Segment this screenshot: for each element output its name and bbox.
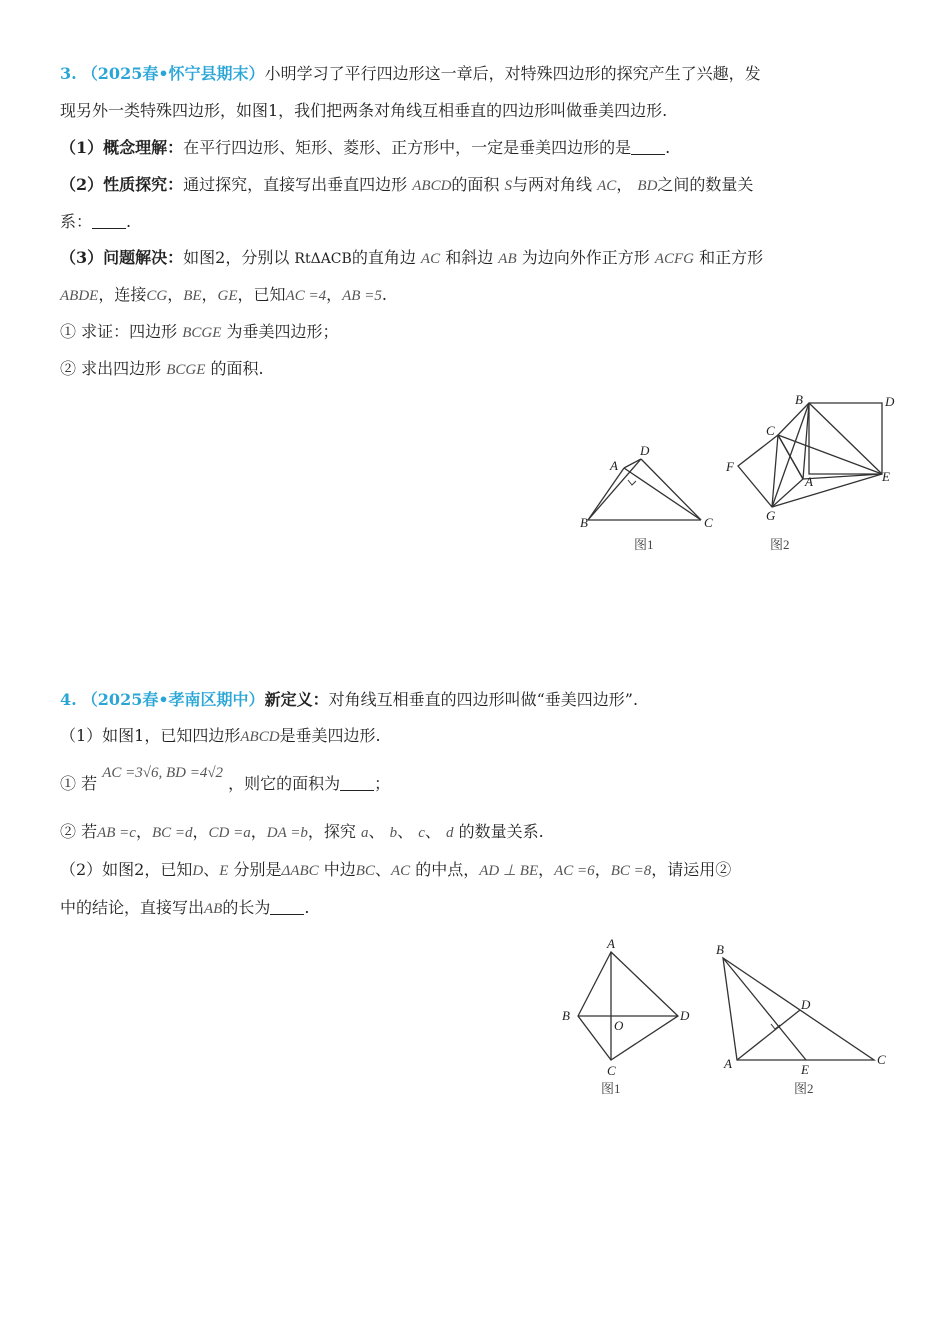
q4-sub2-text-b: ，探究 [307, 822, 356, 841]
fig-right-angle-mark [628, 480, 636, 485]
math-bc-8: BC =8 [610, 863, 652, 879]
fig-diagonal-ac [624, 468, 701, 520]
q3-part2-answer-blank[interactable] [92, 212, 126, 229]
q4-part2-text-d: 的中点， [415, 860, 480, 879]
fig-caption: 图1 [634, 537, 654, 552]
math-ac: AC [597, 178, 617, 194]
q3-part2-text-a: 通过探究，直接写出垂直四边形 [183, 175, 408, 194]
q3-part3-line2 [60, 283, 387, 308]
math-s: S [504, 178, 513, 194]
q3-part1-answer-blank[interactable] [631, 138, 665, 155]
math-e: E [219, 863, 229, 879]
q3-part2 [60, 173, 753, 198]
math-bcge: BCGE [166, 362, 206, 378]
q3-part3-text-b: 的直角边 [351, 248, 416, 267]
q4-part2-line2-text-b: 的长为 [222, 898, 271, 917]
q3-sub1-text-a: ① 求证：四边形 [60, 322, 178, 341]
math-d: D [192, 863, 204, 879]
q4-sub1-end: ； [374, 774, 391, 793]
fig-label-a: A [724, 1056, 732, 1071]
q3-part2-text-c: 与两对角线 [512, 175, 593, 194]
fig-right-angle-mark [771, 1024, 780, 1029]
fig-caption: 图2 [770, 537, 790, 552]
fig-label-e: E [801, 1062, 809, 1077]
q4-part2-text-b: 分别是 [233, 860, 282, 879]
sep: ， [616, 175, 633, 194]
sep: ， [250, 822, 267, 841]
math-ge: GE [217, 288, 238, 304]
q4-line-1 [60, 688, 638, 712]
q4-part2-line2 [60, 896, 309, 921]
fig-segment-ge [772, 474, 882, 507]
math-abde: ABDE [60, 288, 99, 304]
q4-part2-text-c: 中边 [323, 860, 356, 879]
q4-def-text: 对角线互相垂直的四边形叫做“垂美四边形”. [328, 690, 639, 709]
sep: ， [326, 285, 343, 304]
q3-part2-label: （2）性质探究： [60, 175, 184, 194]
math-rt-acb: RtΔACB [294, 251, 352, 267]
q3-figure-1 [576, 440, 716, 555]
fig-quadrilateral-abcd [578, 952, 678, 1060]
q3-part2-text-d: 之间的数量关 [657, 175, 754, 194]
fig-edge-ad [624, 459, 641, 468]
q4-part2-line2-text-a: 中的结论，直接写出 [60, 898, 205, 917]
fig-segment-cg [772, 435, 778, 507]
sep: 、 [397, 822, 414, 841]
q3-sub1-text-b: 为垂美四边形； [226, 322, 339, 341]
q3-part3-text-a: 如图2，分别以 [183, 248, 290, 267]
end: . [381, 285, 387, 304]
math-ac-4: AC =4 [285, 288, 327, 304]
math-bc: BC [355, 863, 375, 879]
fig-label-d: D [680, 1008, 690, 1023]
q3-figure-2 [718, 388, 904, 556]
math-ab: AB [204, 901, 223, 917]
q3-sub2 [60, 357, 264, 382]
q4-part2-answer-blank[interactable] [270, 898, 304, 915]
math-cd-a: CD =a [208, 825, 251, 841]
fig-label-d: D [640, 443, 650, 458]
q3-part3 [60, 246, 763, 271]
fig-label-b: B [562, 1008, 570, 1023]
q3-part3-text-e: 和正方形 [699, 248, 764, 267]
q3-sub2-text-a: ② 求出四边形 [60, 359, 162, 378]
sep: 、 [203, 860, 220, 879]
math-abcd: ABCD [240, 729, 280, 745]
math-acfg: ACFG [654, 251, 694, 267]
q3-line-2 [60, 99, 667, 123]
fig-label-c: C [607, 1063, 616, 1078]
q3-part1 [60, 136, 670, 160]
q4-part1 [60, 724, 381, 749]
fig-label-e: E [882, 469, 890, 484]
math-ac-bd-values: AC =3√6, BD =4√2 [102, 765, 224, 781]
q3-part3-label: （3）问题解决： [60, 248, 184, 267]
math-c: c [418, 825, 425, 841]
sep: 、 [374, 860, 391, 879]
fig-edge-ba [588, 468, 624, 520]
q4-part2 [60, 858, 731, 883]
math-bc-d: BC =d [151, 825, 193, 841]
q3-line-1 [60, 62, 761, 86]
math-bd: BD [637, 178, 658, 194]
fig-segment-ad [737, 1010, 800, 1060]
fig-edge-dc [641, 459, 701, 520]
fig-edge-ae [803, 474, 882, 479]
sep: ， [167, 285, 184, 304]
q3-part3-text-c: 和斜边 [445, 248, 494, 267]
q4-sub1-text-b: ，则它的面积为 [228, 774, 341, 793]
q3-intro-2: 现另外一类特殊四边形，如图1，我们把两条对角线互相垂直的四边形叫做垂美四边形. [60, 101, 668, 120]
q3-sub1 [60, 320, 338, 345]
q4-sub1-answer-blank[interactable] [340, 774, 374, 791]
fig-segment-ce [778, 435, 882, 474]
fig-edge-ba [803, 403, 809, 479]
math-ad-perp-be: AD ⊥ BE [479, 863, 539, 879]
math-ac: AC [420, 251, 441, 267]
q4-def-label: 新定义： [264, 690, 329, 709]
math-abcd: ABCD [412, 178, 452, 194]
math-ab-5: AB =5 [342, 288, 382, 304]
math-cg: CG [146, 288, 168, 304]
fig-label-a: A [805, 474, 813, 489]
q4-sub2-text-a: ② 若 [60, 822, 98, 841]
q4-number: 4. [60, 690, 77, 709]
fig-edge-cb [778, 403, 809, 435]
q3-part3-text-d: 为边向外作正方形 [521, 248, 650, 267]
math-ab: AB [498, 251, 517, 267]
sep: ， [594, 860, 611, 879]
q3-sub2-text-b: 的面积. [210, 359, 264, 378]
q4-part2-text-e: ，请运用② [651, 860, 732, 879]
q4-sub2-text-c: 的数量关系. [458, 822, 544, 841]
math-ab-c: AB =c [97, 825, 136, 841]
sep: ， [135, 822, 152, 841]
math-ac: AC [390, 863, 411, 879]
sep: ， [201, 285, 218, 304]
q4-figure-2 [706, 934, 896, 1100]
fig-label-c: C [704, 515, 713, 530]
fig-label-c: C [766, 423, 775, 438]
fig-label-d: D [885, 394, 895, 409]
fig-caption: 图1 [601, 1081, 621, 1096]
q4-sub2 [60, 820, 544, 845]
q3-part2-line2-text: 系： [60, 212, 93, 231]
sep: ， [192, 822, 209, 841]
q3-part2-end: . [126, 212, 132, 231]
sep: 、 [368, 822, 385, 841]
fig-caption: 图2 [794, 1081, 814, 1096]
q4-part2-text-a: （2）如图2，已知 [60, 860, 193, 879]
q3-part2-text-b: 的面积 [451, 175, 500, 194]
math-be: BE [183, 288, 202, 304]
q3-part2-line2 [60, 210, 131, 234]
q3-part1-label: （1）概念理解： [60, 138, 184, 157]
fig-fill-helper [803, 403, 882, 479]
fig-label-b: B [716, 942, 724, 957]
q3-intro-1: 小明学习了平行四边形这一章后，对特殊四边形的探究产生了兴趣，发 [264, 64, 761, 83]
q4-sub1 [60, 765, 391, 797]
end: . [304, 898, 310, 917]
fig-segment-be [809, 403, 882, 474]
fig-label-b: B [580, 515, 588, 530]
math-ac-6: AC =6 [554, 863, 595, 879]
text-known: ，已知 [237, 285, 286, 304]
q4-figure-1 [556, 934, 696, 1100]
q4-part1-text-a: （1）如图1，已知四边形 [60, 726, 241, 745]
math-d: d [445, 825, 454, 841]
math-a: a [360, 825, 369, 841]
q3-source: （2025春•怀宁县期末） [81, 64, 265, 83]
text-connect: ，连接 [98, 285, 147, 304]
fig-label-b: B [795, 392, 803, 407]
sep: 、 [424, 822, 441, 841]
q4-part1-text-b: 是垂美四边形. [279, 726, 381, 745]
math-b: b [389, 825, 398, 841]
fig-label-f: F [726, 459, 734, 474]
fig-label-a: A [607, 936, 615, 951]
fig-label-a: A [610, 458, 618, 473]
fig-label-c: C [877, 1052, 886, 1067]
sep: ， [538, 860, 555, 879]
fig-label-d: D [801, 997, 811, 1012]
math-triangle-abc: ΔABC [281, 863, 319, 879]
fig-segment-bg [772, 403, 809, 507]
q4-source: （2025春•孝南区期中） [81, 690, 265, 709]
q3-number: 3. [60, 64, 77, 83]
math-bcge: BCGE [182, 325, 222, 341]
q3-part1-end: . [665, 138, 671, 157]
fig-label-g: G [766, 508, 776, 523]
q4-sub1-text-a: ① 若 [60, 774, 98, 793]
math-da-b: DA =b [266, 825, 308, 841]
fig-triangle-abc [723, 958, 874, 1060]
fig-label-o: O [614, 1018, 624, 1033]
q3-part1-text: 在平行四边形、矩形、菱形、正方形中，一定是垂美四边形的是 [183, 138, 632, 157]
